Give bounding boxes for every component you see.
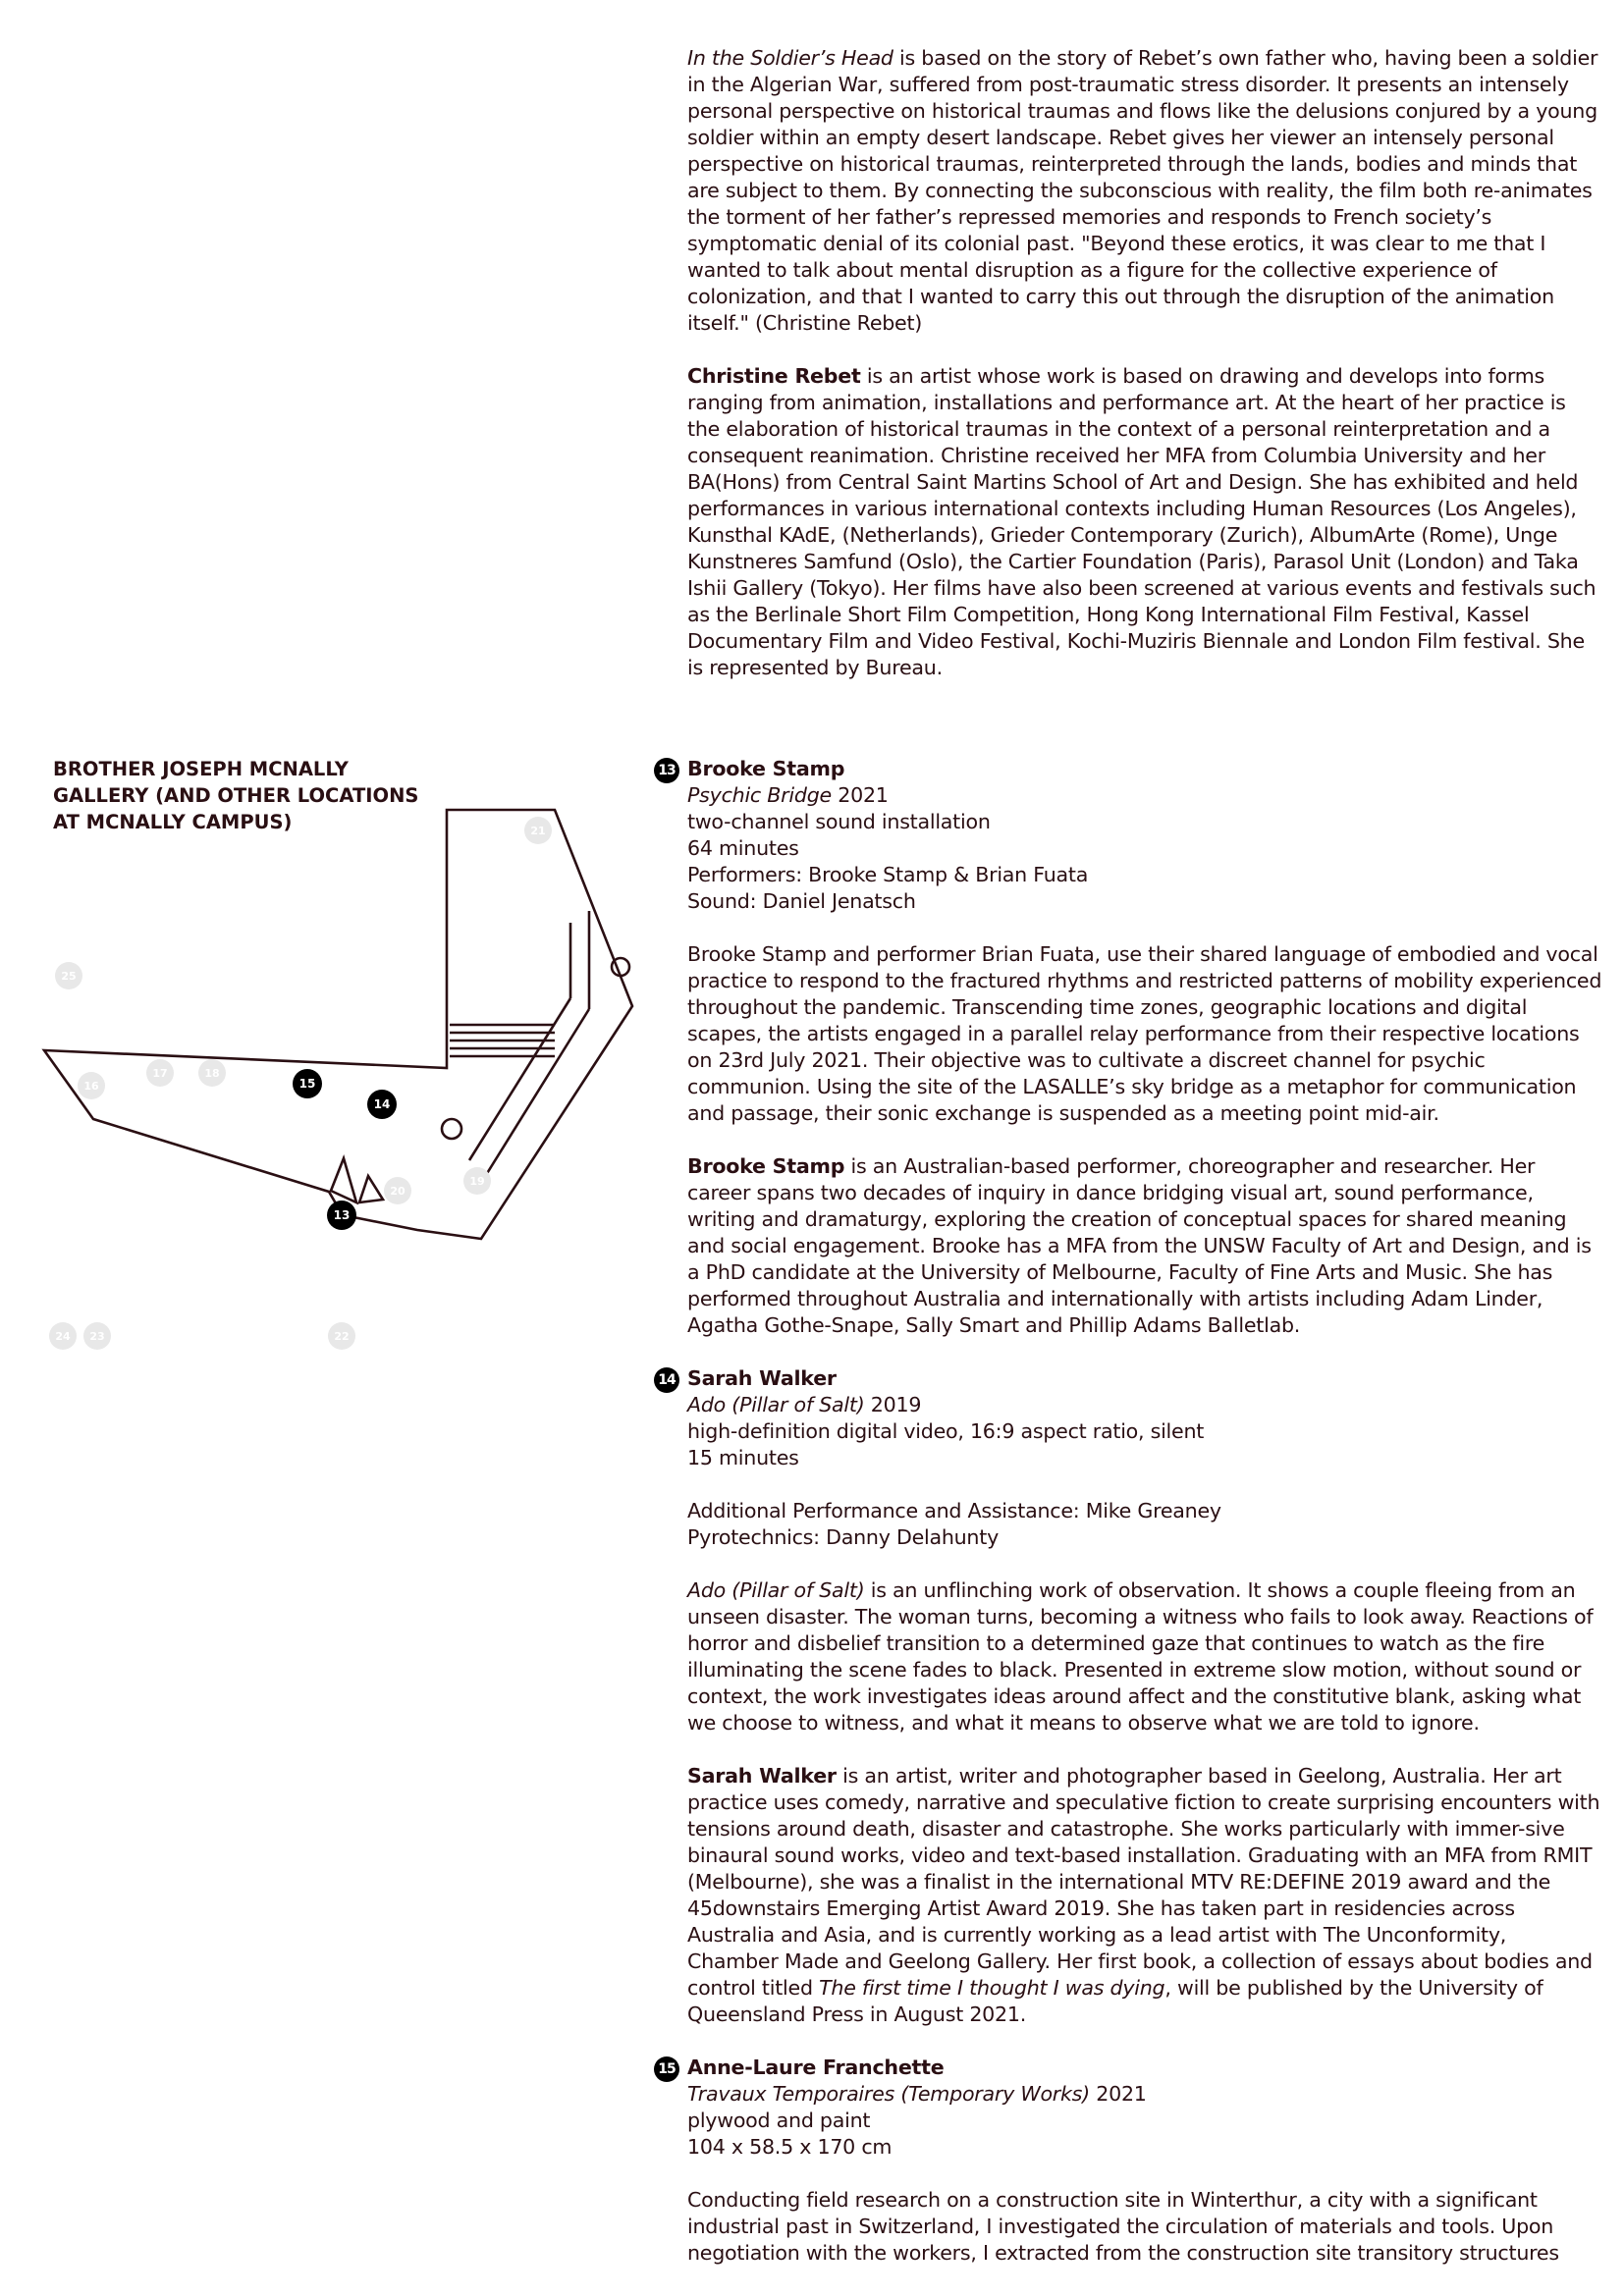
italic-run: In the Soldier’s Head: [687, 46, 893, 70]
svg-text:13: 13: [333, 1208, 351, 1222]
text-run: , will be published by the University of Queensland Press in August 2021.: [687, 1976, 1543, 2026]
work-title-line: [687, 2081, 1602, 2108]
work-detail: plywood and paint: [687, 2109, 871, 2132]
venue-heading: BROTHER JOSEPH MCNALLY GALLERY (AND OTHER LOCATIONS AT MCNALLY CAMPUS): [53, 758, 419, 833]
artist-bio: [687, 1153, 1602, 1339]
entry-number-badge: 13: [654, 758, 679, 783]
work-title: Ado (Pillar of Salt): [687, 1393, 865, 1416]
work-description: [687, 1577, 1602, 1736]
work-detail: 104 x 58.5 x 170 cm: [687, 2135, 893, 2159]
entry-number-badge: 14: [654, 1367, 679, 1393]
work-title-line: [687, 782, 1602, 809]
bold-run: Brooke Stamp: [687, 1154, 845, 1178]
work-title: Travaux Temporaires (Temporary Works): [687, 2082, 1090, 2106]
work-title: Psychic Bridge: [687, 783, 832, 807]
work-detail: Performers: Brooke Stamp & Brian Fuata: [687, 863, 1089, 886]
work-detail: Sound: Daniel Jenatsch: [687, 889, 916, 913]
svg-text:25: 25: [61, 970, 77, 983]
svg-text:18: 18: [204, 1067, 220, 1080]
marker-13[interactable]: [327, 1201, 356, 1230]
entry-14-heading: [658, 1365, 1602, 1392]
work-year: 2021: [1089, 2082, 1147, 2106]
svg-text:14: 14: [373, 1097, 391, 1111]
marker-17: [146, 1059, 174, 1087]
svg-text:20: 20: [390, 1185, 406, 1198]
svg-text:16: 16: [83, 1080, 99, 1093]
entry-15: [658, 2055, 1602, 2267]
bold-run: Sarah Walker: [687, 1764, 837, 1788]
entry-14: [658, 1365, 1602, 2028]
entry-number-badge: 15: [654, 2056, 679, 2082]
work-detail: 64 minutes: [687, 836, 799, 860]
text-run: is an artist whose work is based on drawing and develops into forms ranging from animation, installations and performance art. At the heart of her practice is the elaboration of historical traumas in the context of a personal reinterpretation and a consequent reanimation. Christine received her MFA from Columbia University and her BA(Hons) from Central Saint Martins School of Art and Design. She has exhibited and held performances in various international contexts including Human Resources (Los Angeles), Kunsthal KAdE, (Netherlands), Grieder Contemporary (Zurich), AlbumArte (Rome), Unge Kunstneres Samfund (Oslo), the Cartier Foundation (Paris), Parasol Unit (London) and Taka Ishii Gallery (Tokyo). Her films have also been screened at various events and festivals such as the Berlinale Short Film Competition, Hong Kong International Film Festival, Kassel Documentary Film and Video Festival, Kochi-Muziris Biennale and London Film festival. She is represented by Bureau.: [687, 364, 1597, 679]
text-run: is an artist, writer and photographer based in Geelong, Australia. Her art practice uses comedy, narrative and speculative fiction to create surprising encounters with tensions around death, disaster and catastrophe. She works particularly with immer-sive binaural sound works, video and text-based installation. Graduating with an MFA from RMIT (Melbourne), she was a finalist in the international MTV RE:DEFINE 2019 award and the 45downstairs Emerging Artist Award 2019. She has taken part in residencies across Australia and Asia, and is currently working as a lead artist with The Unconformity, Chamber Made and Geelong Gallery. Her first book, a collection of essays about bodies and control titled: [687, 1764, 1600, 2000]
marker-16: [78, 1072, 105, 1099]
svg-text:22: 22: [334, 1330, 350, 1343]
italic-run: The first time I thought I was dying: [819, 1976, 1165, 2000]
bold-run: Christine Rebet: [687, 364, 861, 388]
marker-19: [463, 1167, 491, 1195]
text-run: Brooke Stamp and performer Brian Fuata, use their shared language of embodied and vocal practice to respond to the fractured rhythms and restricted patterns of mobility experienced throughout the pandemic. Transcending time zones, geographic locations and digital scapes, the artists engaged in a parallel relay performance from their respective locations on 23rd July 2021. Their objective was to cultivate a discreet channel for psychic communion. Using the site of the LASALLE’s sky bridge as a metaphor for communication and passage, their sonic exchange is suspended as a meeting point mid-air.: [687, 942, 1602, 1125]
marker-14[interactable]: [367, 1090, 397, 1119]
entry-13: [658, 756, 1602, 1339]
artist-name: Brooke Stamp: [687, 757, 845, 780]
map-inner-wall-3: [469, 998, 570, 1160]
map-door-right: [359, 1176, 383, 1202]
artist-bio: [687, 1763, 1602, 2028]
svg-text:15: 15: [298, 1077, 316, 1091]
svg-text:17: 17: [152, 1067, 168, 1080]
svg-text:19: 19: [469, 1175, 485, 1188]
work-year: 2021: [831, 783, 889, 807]
marker-23: [83, 1322, 111, 1350]
marker-24: [49, 1322, 77, 1350]
marker-20: [384, 1177, 411, 1204]
work-description: [687, 941, 1602, 1127]
intro-section: [687, 45, 1602, 681]
work-detail: high-definition digital video, 16:9 aspect ratio, silent: [687, 1419, 1205, 1443]
text-run: Conducting field research on a construction site in Winterthur, a city with a significant industrial past in Switzerland, I investigated the circulation of materials and tools. Upon negotiation with the workers, I extracted from the construction site transitory structures: [687, 2188, 1559, 2265]
italic-run: Ado (Pillar of Salt): [687, 1578, 865, 1602]
text-run: is an Australian-based performer, choreographer and researcher. Her career spans two decades of inquiry in dance bridging visual art, sound performance, writing and dramaturgy, exploring the creation of conceptual spaces for shared meaning and social engagement. Brooke has a MFA from the UNSW Faculty of Art and Design, and is a PhD candidate at the University of Melbourne, Faculty of Fine Arts and Music. She has performed throughout Australia and internationally with artists including Adam Linder, Agatha Gothe-Snape, Sally Smart and Phillip Adams Balletlab.: [687, 1154, 1592, 1337]
work-description: [687, 2187, 1602, 2267]
svg-text:24: 24: [55, 1330, 71, 1343]
svg-text:23: 23: [89, 1330, 105, 1343]
work-detail: two-channel sound installation: [687, 810, 991, 833]
work-title-line: [687, 1392, 1602, 1418]
map-door-left: [331, 1158, 356, 1202]
entries-section: [658, 756, 1602, 2267]
artist-name: Anne-Laure Franchette: [687, 2056, 945, 2079]
work-detail: 15 minutes: [687, 1446, 799, 1469]
map-column-2: [442, 1119, 461, 1139]
svg-text:21: 21: [530, 825, 546, 837]
artist-name: Sarah Walker: [687, 1366, 837, 1390]
text-run: is an unflinching work of observation. It shows a couple fleeing from an unseen disaster. The woman turns, becoming a witness who fails to look away. Reactions of horror and disbelief transition to a determined gaze that continues to watch as the fire illuminating the scene fades to black. Presented in extreme slow motion, without sound or context, the work investigates ideas around affect and the constitutive blank, asking what we choose to witness, and what it means to observe what we are told to ignore.: [687, 1578, 1594, 1735]
work-year: 2019: [864, 1393, 922, 1416]
entry-13-heading: [658, 756, 1602, 782]
work-credit: Additional Performance and Assistance: Mike Greaney: [687, 1499, 1221, 1522]
marker-15[interactable]: [293, 1069, 322, 1098]
artist-bio-christine-rebet: [687, 363, 1602, 681]
marker-21: [524, 817, 552, 844]
marker-25: [55, 962, 82, 989]
text-run: is based on the story of Rebet’s own father who, having been a soldier in the Algerian War, suffered from post-traumatic stress disorder. It presents an intensely personal perspective on historical traumas and flows like the delusions conjured by a young soldier within an empty desert landscape. Rebet gives her viewer an intensely personal perspective on historical traumas, reinterpreted through the lands, bodies and minds that are subject to them. By connecting the subconscious with reality, the film both re-animates the torment of her father’s repressed memories and responds to French society’s symptomatic denial of its colonial past. "Beyond these erotics, it was clear to me that I wanted to talk about mental disruption as a figure for the collective experience of colonization, and that I wanted to carry this out through the disruption of the animation itself." (Christine Rebet): [687, 46, 1598, 335]
intro-paragraph-1: [687, 45, 1602, 337]
entry-15-heading: [658, 2055, 1602, 2081]
marker-18: [198, 1059, 226, 1087]
floor-plan-map: [0, 805, 668, 1374]
active-markers: [293, 1069, 397, 1230]
work-credit: Pyrotechnics: Danny Delahunty: [687, 1525, 1000, 1549]
marker-22: [328, 1322, 355, 1350]
